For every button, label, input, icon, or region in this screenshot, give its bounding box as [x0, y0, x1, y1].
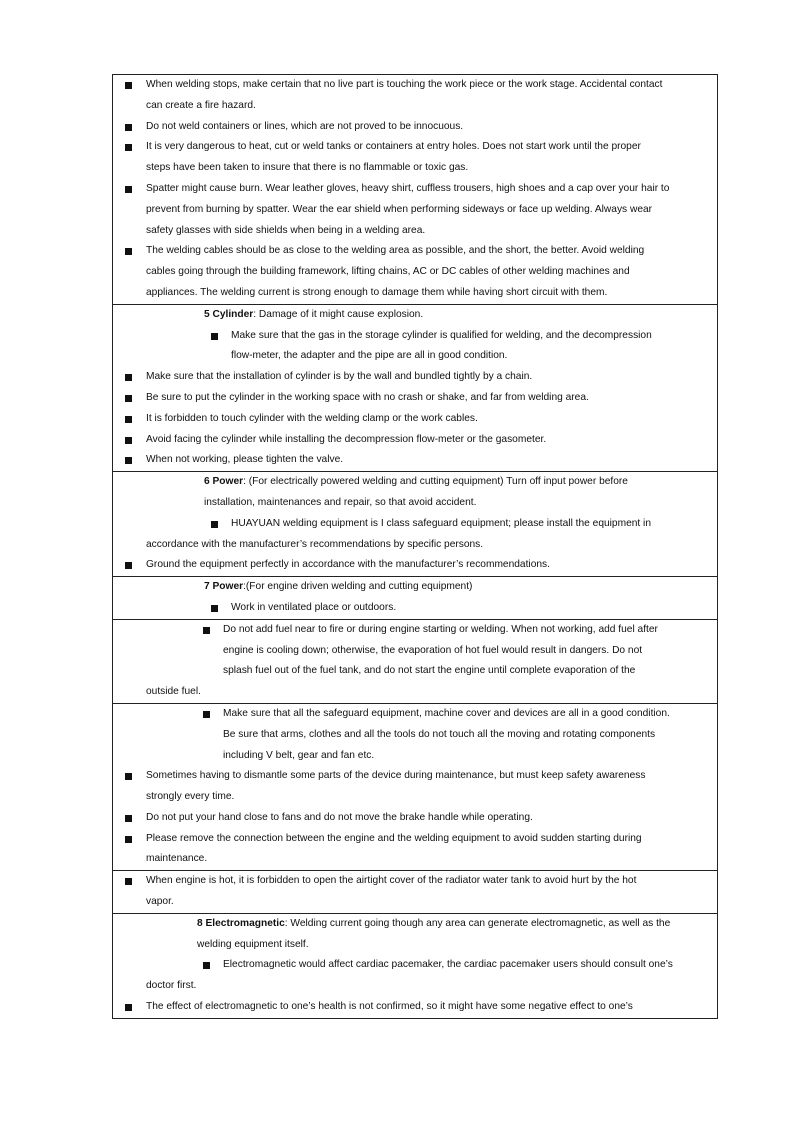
line-text: Ground the equipment perfectly in accordance with the manufacturer’s recommendations.: [146, 559, 550, 571]
line-text: appliances. The welding current is strong enough to damage them while having short circuit with them.: [146, 286, 608, 298]
table-cell: [112, 305, 718, 472]
square-bullet-icon: [125, 815, 132, 822]
line-text: HUAYUAN welding equipment is I class safeguard equipment; please install the equipment in: [231, 517, 651, 529]
section-heading: [113, 577, 717, 598]
text-line: [113, 766, 717, 787]
table-cell: [112, 620, 718, 704]
line-text: outside fuel.: [146, 686, 201, 698]
square-bullet-icon: [125, 374, 132, 381]
line-text: engine is cooling down; otherwise, the evaporation of hot fuel would result in dangers. Do not: [223, 644, 643, 656]
line-text: can create a fire hazard.: [146, 99, 256, 111]
line-text: The welding cables should be as close to the welding area as possible, and the short, the better. Avoid welding: [146, 245, 645, 257]
line-text: Make sure that the gas in the storage cylinder is qualified for welding, and the decompression: [231, 329, 652, 341]
line-text: Spatter might cause burn. Wear leather gloves, heavy shirt, cuffless trousers, high shoes and a cap over your hair to: [146, 182, 670, 194]
square-bullet-icon: [125, 437, 132, 444]
table-cell: [112, 914, 718, 1019]
line-text: Please remove the connection between the engine and the welding equipment to avoid sudden starting during: [146, 832, 642, 844]
line-text: splash fuel out of the fuel tank, and do not start the engine until complete evaporation of the: [223, 665, 636, 677]
line-text: When engine is hot, it is forbidden to open the airtight cover of the radiator water tank to avoid hurt by the hot: [146, 875, 637, 887]
square-bullet-icon: [125, 773, 132, 780]
section-title: 8 Electromagnetic: [197, 917, 285, 929]
square-bullet-icon: [211, 521, 218, 528]
text-line: [113, 808, 717, 829]
text-line: [113, 346, 717, 367]
safety-instructions-table: [112, 74, 718, 1019]
line-text: : (For electrically powered welding and cutting equipment) Turn off input power before: [243, 476, 628, 488]
section-title: 5 Cylinder: [204, 308, 254, 320]
line-text: steps have been taken to insure that there is no flammable or toxic gas.: [146, 162, 469, 174]
line-text: Do not add fuel near to fire or during engine starting or welding. When not working, add fuel after: [223, 623, 658, 635]
line-text: prevent from burning by spatter. Wear the ear shield when performing sideways or face up welding. Always wear: [146, 203, 653, 215]
line-text: Sometimes having to dismantle some parts of the device during maintenance, but must keep safety awareness: [146, 770, 646, 782]
line-text: Make sure that all the safeguard equipment, machine cover and devices are all in a good condition.: [223, 707, 670, 719]
line-text: flow-meter, the adapter and the pipe are all in good condition.: [231, 350, 508, 362]
square-bullet-icon: [125, 395, 132, 402]
table-cell: [112, 871, 718, 914]
text-line: [113, 117, 717, 138]
square-bullet-icon: [125, 878, 132, 885]
text-line: [113, 221, 717, 242]
line-text: maintenance.: [146, 853, 208, 865]
text-line: [113, 137, 717, 158]
text-line: [113, 829, 717, 850]
square-bullet-icon: [203, 962, 210, 969]
table-cell: [112, 704, 718, 871]
text-line: [113, 262, 717, 283]
table-cell: [112, 577, 718, 620]
text-line: [113, 976, 717, 997]
line-text: doctor first.: [146, 980, 197, 992]
text-line: [113, 388, 717, 409]
square-bullet-icon: [125, 416, 132, 423]
square-bullet-icon: [211, 605, 218, 612]
line-text: cables going through the building framework, lifting chains, AC or DC cables of other welding machines and: [146, 266, 630, 278]
line-text: strongly every time.: [146, 791, 235, 803]
square-bullet-icon: [125, 186, 132, 193]
text-line: [113, 555, 717, 576]
section-heading: [113, 305, 717, 326]
text-line: [113, 514, 717, 535]
text-line: [113, 430, 717, 451]
text-line: [113, 641, 717, 662]
line-text: :(For engine driven welding and cutting equipment): [243, 581, 473, 593]
text-line: [113, 892, 717, 913]
line-text: : Damage of it might cause explosion.: [253, 308, 424, 320]
text-line: [113, 661, 717, 682]
text-line: [113, 75, 717, 96]
line-text: Be sure to put the cylinder in the working space with no crash or shake, and far from welding area.: [146, 391, 589, 403]
table-cell: [112, 74, 718, 305]
text-line: [113, 849, 717, 870]
line-text: safety glasses with side shields when being in a welding area.: [146, 224, 426, 236]
text-line: [113, 241, 717, 262]
text-line: [113, 725, 717, 746]
text-line: [113, 787, 717, 808]
text-line: [113, 96, 717, 117]
text-line: [113, 493, 717, 514]
square-bullet-icon: [203, 711, 210, 718]
line-text: vapor.: [146, 896, 174, 908]
text-line: [113, 409, 717, 430]
line-text: Work in ventilated place or outdoors.: [231, 601, 397, 613]
square-bullet-icon: [125, 82, 132, 89]
section-title: 6 Power: [204, 476, 244, 488]
line-text: Do not put your hand close to fans and do not move the brake handle while operating.: [146, 811, 533, 823]
table-cell: [112, 472, 718, 577]
text-line: [113, 935, 717, 956]
text-line: [113, 158, 717, 179]
line-text: : Welding current going though any area can generate electromagnetic, as well as the: [284, 917, 671, 929]
line-text: Make sure that the installation of cylinder is by the wall and bundled tightly by a chain.: [146, 371, 533, 383]
square-bullet-icon: [203, 627, 210, 634]
square-bullet-icon: [125, 836, 132, 843]
line-text: accordance with the manufacturer’s recommendations by specific persons.: [146, 538, 484, 550]
text-line: [113, 704, 717, 725]
text-line: [113, 682, 717, 703]
square-bullet-icon: [125, 248, 132, 255]
section-heading: [113, 472, 717, 493]
square-bullet-icon: [211, 333, 218, 340]
line-text: The effect of electromagnetic to one’s health is not confirmed, so it might have some negative effect to one’s: [146, 1001, 633, 1013]
square-bullet-icon: [125, 144, 132, 151]
square-bullet-icon: [125, 562, 132, 569]
line-text: installation, maintenances and repair, so that avoid accident.: [204, 496, 477, 508]
line-text: Do not weld containers or lines, which are not proved to be innocuous.: [146, 120, 464, 132]
text-line: [113, 367, 717, 388]
text-line: [113, 535, 717, 556]
line-text: including V belt, gear and fan etc.: [223, 749, 375, 761]
line-text: Be sure that arms, clothes and all the tools do not touch all the moving and rotating components: [223, 728, 656, 740]
text-line: [113, 746, 717, 767]
section-heading: [113, 914, 717, 935]
section-title: 7 Power: [204, 581, 244, 593]
line-text: When not working, please tighten the valve.: [146, 454, 344, 466]
line-text: When welding stops, make certain that no live part is touching the work piece or the work stage. Accidental contact: [146, 79, 663, 90]
text-line: [113, 871, 717, 892]
text-line: [113, 283, 717, 304]
text-line: [113, 200, 717, 221]
text-line: [113, 179, 717, 200]
square-bullet-icon: [125, 124, 132, 131]
text-line: [113, 955, 717, 976]
text-line: [113, 997, 717, 1018]
line-text: It is very dangerous to heat, cut or weld tanks or containers at entry holes. Does not start work until the proper: [146, 141, 641, 153]
square-bullet-icon: [125, 457, 132, 464]
line-text: welding equipment itself.: [197, 938, 309, 950]
text-line: [113, 326, 717, 347]
square-bullet-icon: [125, 1004, 132, 1011]
line-text: Avoid facing the cylinder while installing the decompression flow-meter or the gasometer.: [146, 433, 547, 445]
line-text: It is forbidden to touch cylinder with the welding clamp or the work cables.: [146, 412, 478, 424]
text-line: [113, 598, 717, 619]
text-line: [113, 450, 717, 471]
line-text: Electromagnetic would affect cardiac pacemaker, the cardiac pacemaker users should consult one’s: [223, 959, 673, 971]
text-line: [113, 620, 717, 641]
